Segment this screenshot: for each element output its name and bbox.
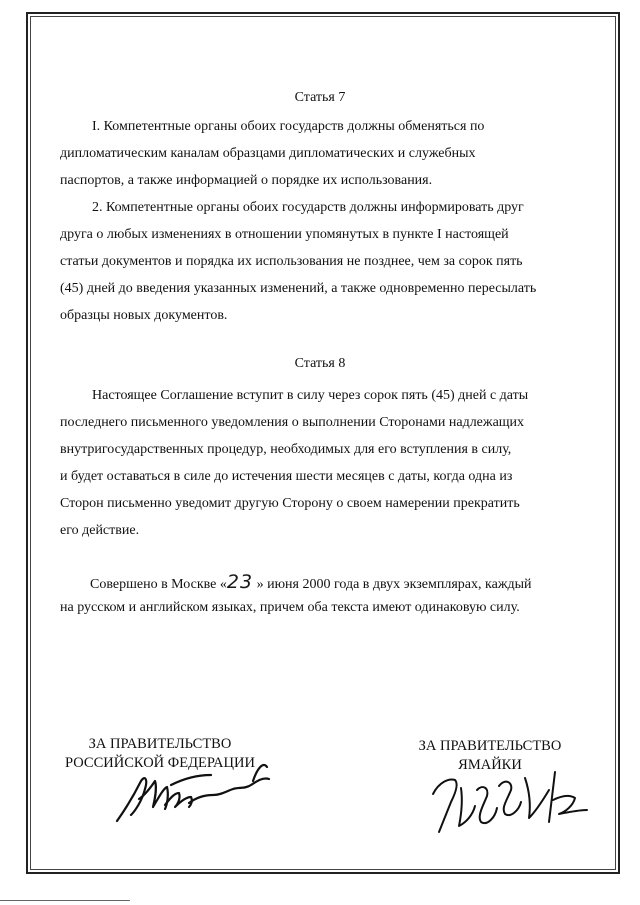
article-7-paragraph-1: I. Компетентные органы обоих государств должны обменяться по дипломатическим каналам образцами дипломатических и служебных паспортов, а также информацией о порядке их использования. bbox=[60, 119, 485, 188]
signature-caption-russia: ЗА ПРАВИТЕЛЬСТВО РОССИЙСКОЙ ФЕДЕРАЦИИ bbox=[65, 736, 255, 771]
article-7-paragraph-2: 2. Компетентные органы обоих государств должны информировать друг друга о любых изменениях в отношении упомянутых в пункте I настоящей статьи документов и порядка их использования не позднее, чем за сорок пять (45) дней до введения указанных изменений, а также одновременно пересылать образцы новых документов. bbox=[60, 200, 537, 323]
signature-russia bbox=[105, 755, 285, 835]
bottom-rule bbox=[0, 900, 130, 901]
closing-suffix: » июня 2000 года в двух экземплярах, каждый bbox=[253, 577, 532, 592]
closing-statement-line-1 bbox=[90, 571, 532, 593]
closing-prefix: Совершено в Москве « bbox=[90, 577, 227, 592]
article-8-paragraph-1: Настоящее Соглашение вступит в силу через сорок пять (45) дней с даты последнего письменного уведомления о выполнении Сторонами надлежащих внутригосударственных процедур, необходимых для его вступления в силу, и будет оставаться в силе до истечения шести месяцев с даты, когда одна из Сторон письменно уведомит другую Сторону о своем намерении прекратить его действие. bbox=[60, 388, 529, 538]
handwritten-day: 23 bbox=[226, 571, 254, 593]
article-7-title: Статья 7 bbox=[294, 90, 346, 105]
article-8-title: Статья 8 bbox=[294, 356, 346, 371]
signature-jamaica bbox=[425, 760, 595, 840]
signature-caption-jamaica: ЗА ПРАВИТЕЛЬСТВО ЯМАЙКИ bbox=[418, 738, 562, 773]
closing-statement-line-2: на русском и английском языках, причем оба текста имеют одинаковую силу. bbox=[60, 600, 520, 615]
